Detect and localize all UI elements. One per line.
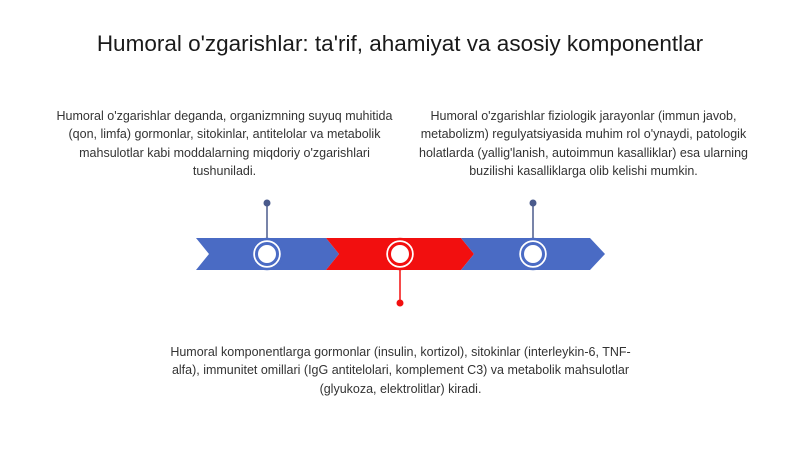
components-text: Humoral komponentlarga gormonlar (insulin, kortizol), sitokinlar (interleykin-6, TNF-alfa), immunitet omillari (IgG antitelolari, komplement C3) va metabolik mahsulotlar (glyukoza, elektrolitlar) kiradi. — [170, 345, 631, 396]
marker-1-inner — [257, 244, 278, 265]
marker-2-inner — [390, 244, 411, 265]
stem-2-dot — [397, 300, 404, 307]
stem-1-dot — [264, 200, 271, 207]
marker-3-inner — [523, 244, 544, 265]
definition-text: Humoral o'zgarishlar deganda, organizmning suyuq muhitida (qon, limfa) gormonlar, sitokinlar, antitelolar va metabolik mahsulotlar kabi moddalarning miqdoriy o'zgarishlari tushuniladi. — [56, 109, 393, 178]
slide-title: Humoral o'zgarishlar: ta'rif, ahamiyat va asosiy komponentlar — [96, 31, 704, 56]
importance-text: Humoral o'zgarishlar fiziologik jarayonlar (immun javob, metabolizm) regulyatsiyasida muhim rol o'ynaydi, patologik holatlarda (yallig'lanish, autoimmun kasalliklar) esa ularning buzilishi kasalliklarga olib kelishi mumkin. — [419, 109, 748, 178]
stem-3-dot — [530, 200, 537, 207]
